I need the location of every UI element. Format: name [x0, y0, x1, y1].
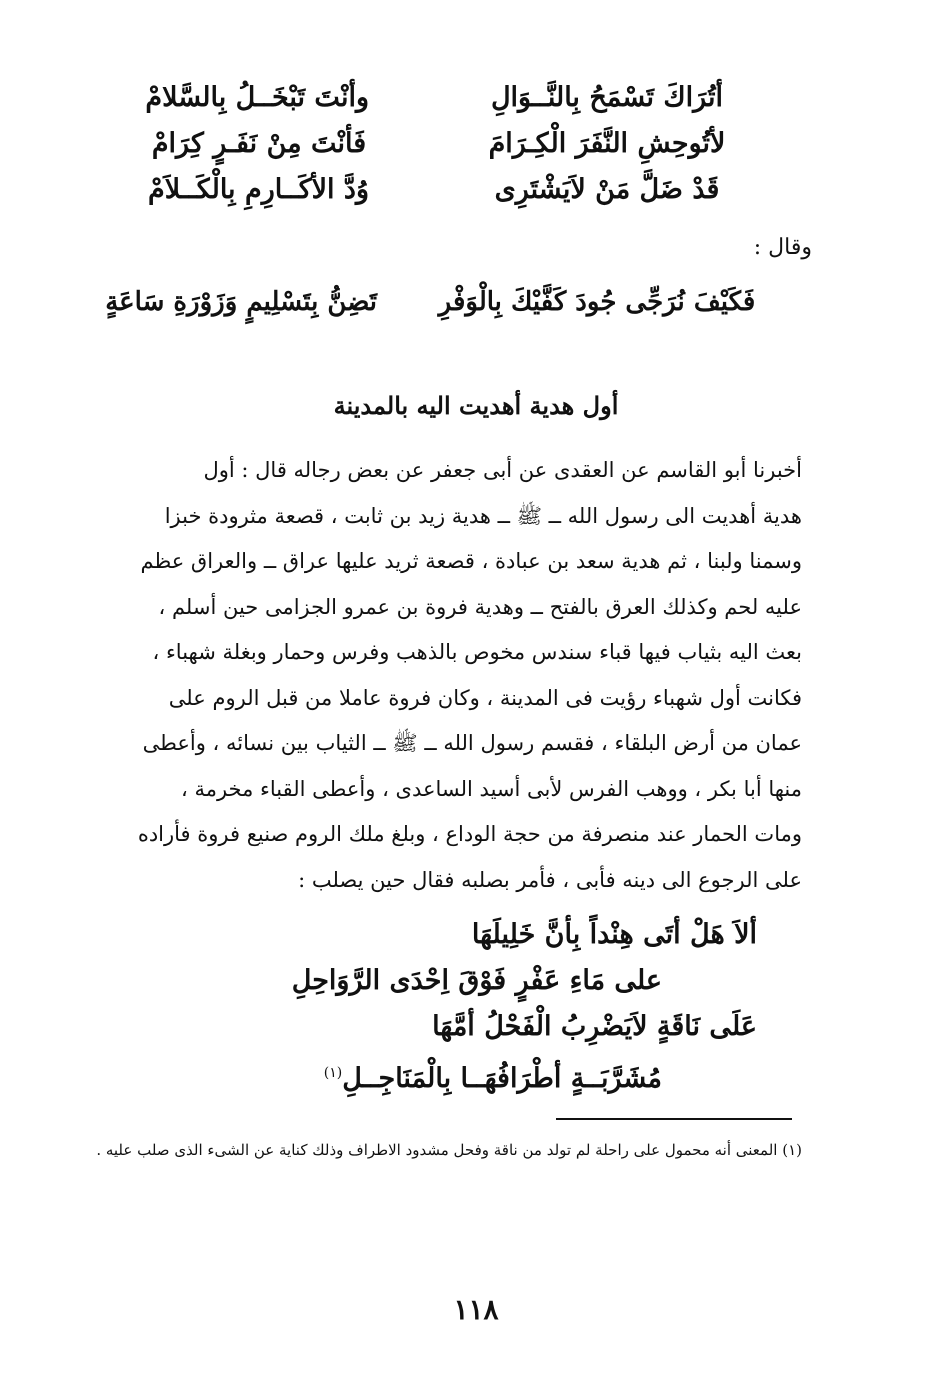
poem-three-line-4 [324, 1052, 662, 1100]
verse-hemistich-left: تَضِنُّ بِتَسْلِيمٍ وَزَوْرَةِ سَاعَةٍ [105, 287, 377, 317]
section-heading: أول هدية أهديت اليه بالمدينة [333, 391, 619, 420]
footnote: (١) المعنى أنه محمول على راحلة لم تولد من ناقة وفحل مشدود الاطراف وذلك كناية عن الشىء الذى صلب عليه . [96, 1141, 802, 1159]
paragraph-line: هدية أهديت الى رسول الله ــ ﷺ ــ هدية زيد بن ثابت ، قصعة مثرودة خبزا [164, 503, 802, 528]
paragraph-line: فكانت أول شهباء رؤيت فى المدينة ، وكان فروة عاملا من قبل الروم على [168, 685, 802, 710]
verse-hemistich-right: قَدْ ضَلَّ مَنْ لاَيَشْتَرِى [494, 174, 720, 205]
paragraph-line: وسمنا ولبنا ، ثم هدية سعد بن عبادة ، قصعة ثريد عليها عراق ــ والعراق عظم [140, 549, 802, 573]
poem-three-line-4-text: مُشَرَّبَــةٍ أطْرَافُهَــا بِالْمَنَاجِــلِ [342, 1063, 662, 1094]
paragraph-line: ومات الحمار عند منصرفة من حجة الوداع ، وبلغ ملك الروم صنيع فروة فأراده [137, 822, 802, 846]
footnote-divider [556, 1118, 792, 1120]
paragraph-line: على الرجوع الى دينه فأبى ، فأمر بصلبه فقال حين يصلب : [298, 867, 802, 892]
poem-three-line-1: ألاَ هَلْ أتَى هِنْداً بِأنَّ خَلِيلَهَا [471, 919, 757, 950]
paragraph-line: عليه لحم وكذلك العرق بالفتح ــ وهدية فروة بن عمرو الجزامى حين أسلم ، [158, 594, 802, 619]
verse-hemistich-right: أتُرَاكَ تَسْمَحُ بِالنَّــوَالِ [490, 82, 724, 113]
page-number: ١١٨ [453, 1293, 499, 1326]
verse-hemistich-right: لأتُوحِشِ النَّفَرَ الْكِـرَامَ [488, 128, 726, 159]
poem-three-line-3: عَلَى نَاقَةٍ لاَيَضْرِبُ الْفَحْلُ أمَّهَا [432, 1011, 757, 1042]
verse-hemistich-left: وُدَّ الأكَــارِمِ بِالْكَــلاَمْ [148, 174, 369, 205]
poem-two-intro: وقال : [753, 235, 812, 260]
footnote-marker: (١) [323, 1065, 343, 1081]
paragraph-line: عمان من أرض البلقاء ، فقسم رسول الله ــ ﷺ ــ الثياب بين نسائه ، وأعطى [142, 731, 802, 755]
poem-one-line-3 [149, 170, 757, 210]
paragraph-line: منها أبا بكر ، ووهب الفرس لأبى أسيد الساعدى ، وأعطى القباء مخرمة ، [180, 776, 802, 801]
verse-hemistich-left: وأنْتَ تَبْخَــلُ بِالسَّلامْ [145, 82, 369, 113]
verse-hemistich-left: فَأنْتَ مِنْ نَفَـرٍ كِرَامْ [151, 128, 367, 159]
poem-three-line-2: على مَاءِ عَفْرٍ فَوْقَ اِحْدَى الرَّوَاحِلِ [291, 965, 662, 996]
body-paragraph [100, 448, 802, 903]
paragraph-line: أخبرنا أبو القاسم عن العقدى عن أبى جعفر عن بعض رجاله قال : أول [203, 458, 802, 482]
poem-two-line [105, 282, 777, 322]
poem-one-line-1 [145, 78, 757, 118]
poem-one-line-2 [149, 124, 757, 164]
verse-hemistich-right: فَكَيْفَ نُرَجِّى جُودَ كَفَّيْكَ بِالْوَفْرِ [438, 287, 756, 317]
paragraph-line: بعث اليه بثياب فيها قباء سندس مخوص بالذهب وفرس وحمار وبغلة شهباء ، [152, 640, 802, 664]
